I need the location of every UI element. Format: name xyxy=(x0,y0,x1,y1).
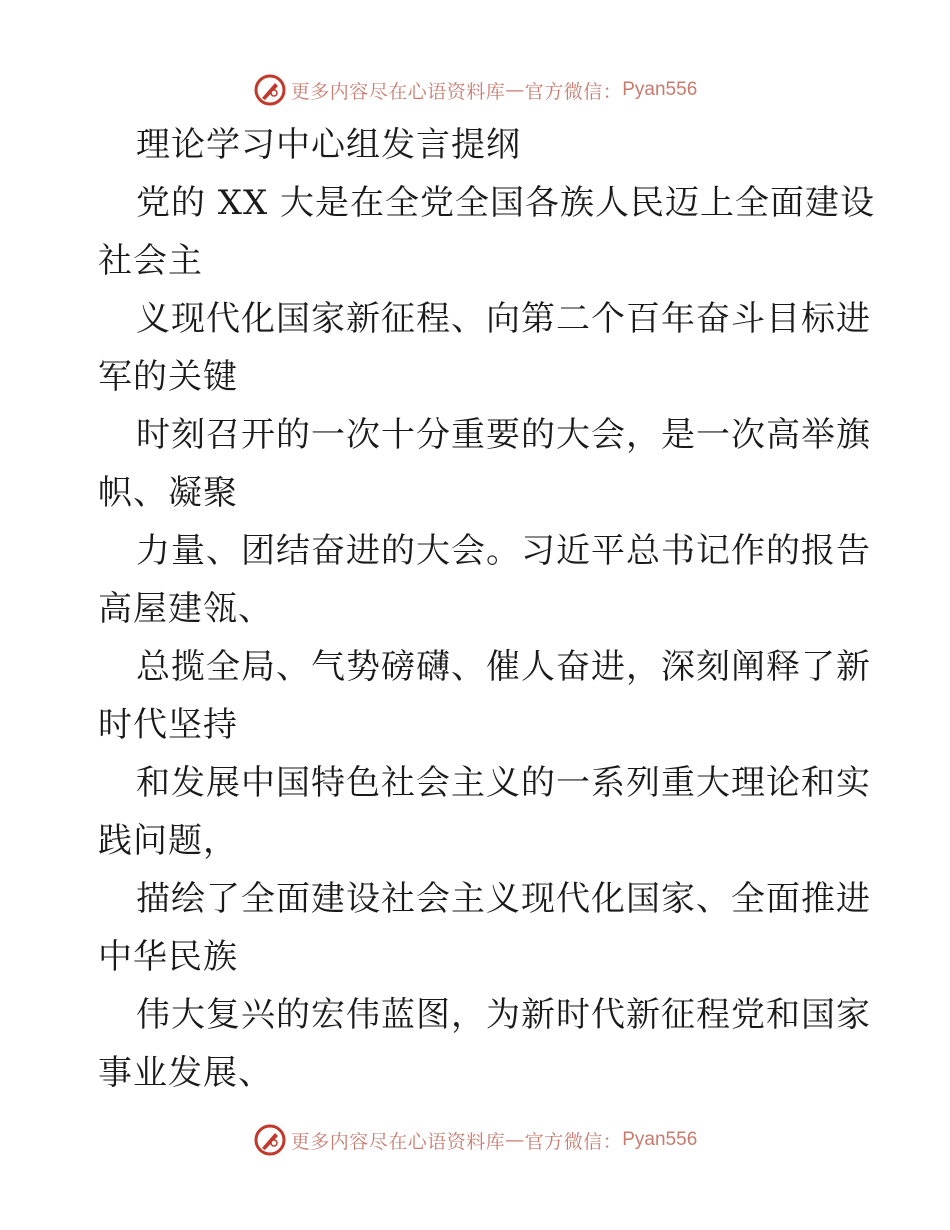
paragraph-line: 践问题， xyxy=(98,821,238,861)
watermark-dash: — xyxy=(505,79,525,101)
watermark-dash: — xyxy=(505,1129,525,1151)
paragraph-line: 义现代化国家新征程、向第二个百年奋斗目标进 xyxy=(136,299,871,339)
watermark-wechat-label: 官方微信： xyxy=(524,1130,623,1153)
document-title: 理论学习中心组发言提纲 xyxy=(136,125,521,165)
paragraph-line: 中华民族 xyxy=(98,937,238,977)
watermark-site-text: 更多内容尽在心语资料库 xyxy=(290,80,506,103)
watermark-wechat-id: Pyan556 xyxy=(622,79,698,100)
paragraph-line: 高屋建瓴、 xyxy=(98,589,273,629)
header-watermark xyxy=(0,70,950,110)
watermark-wechat-id: Pyan556 xyxy=(622,1129,698,1150)
paragraph-line: 总揽全局、气势磅礴、催人奋进，深刻阐释了新 xyxy=(136,647,871,687)
paragraph-line: 帜、凝聚 xyxy=(98,473,238,513)
paragraph-line: 伟大复兴的宏伟蓝图，为新时代新征程党和国家 xyxy=(136,995,871,1035)
pen-circle-logo-icon xyxy=(253,73,287,107)
paragraph-line: 描绘了全面建设社会主义现代化国家、全面推进 xyxy=(136,879,871,919)
paragraph-line: 军的关键 xyxy=(98,357,238,397)
paragraph-line: 力量、团结奋进的大会。习近平总书记作的报告 xyxy=(136,531,871,571)
paragraph-line: 时代坚持 xyxy=(98,705,238,745)
watermark-wechat-label: 官方微信： xyxy=(524,80,623,103)
paragraph-line: 时刻召开的一次十分重要的大会，是一次高举旗 xyxy=(136,415,871,455)
paragraph-line: 和发展中国特色社会主义的一系列重大理论和实 xyxy=(136,763,871,803)
footer-watermark xyxy=(0,1120,950,1160)
paragraph-line: 党的 XX 大是在全党全国各族人民迈上全面建设 xyxy=(136,183,876,223)
paragraph-line: 事业发展、 xyxy=(98,1053,273,1093)
document-body xyxy=(98,116,876,1102)
paragraph-line: 社会主 xyxy=(98,241,203,281)
watermark-site-text: 更多内容尽在心语资料库 xyxy=(290,1130,506,1153)
pen-circle-logo-icon xyxy=(253,1123,287,1157)
